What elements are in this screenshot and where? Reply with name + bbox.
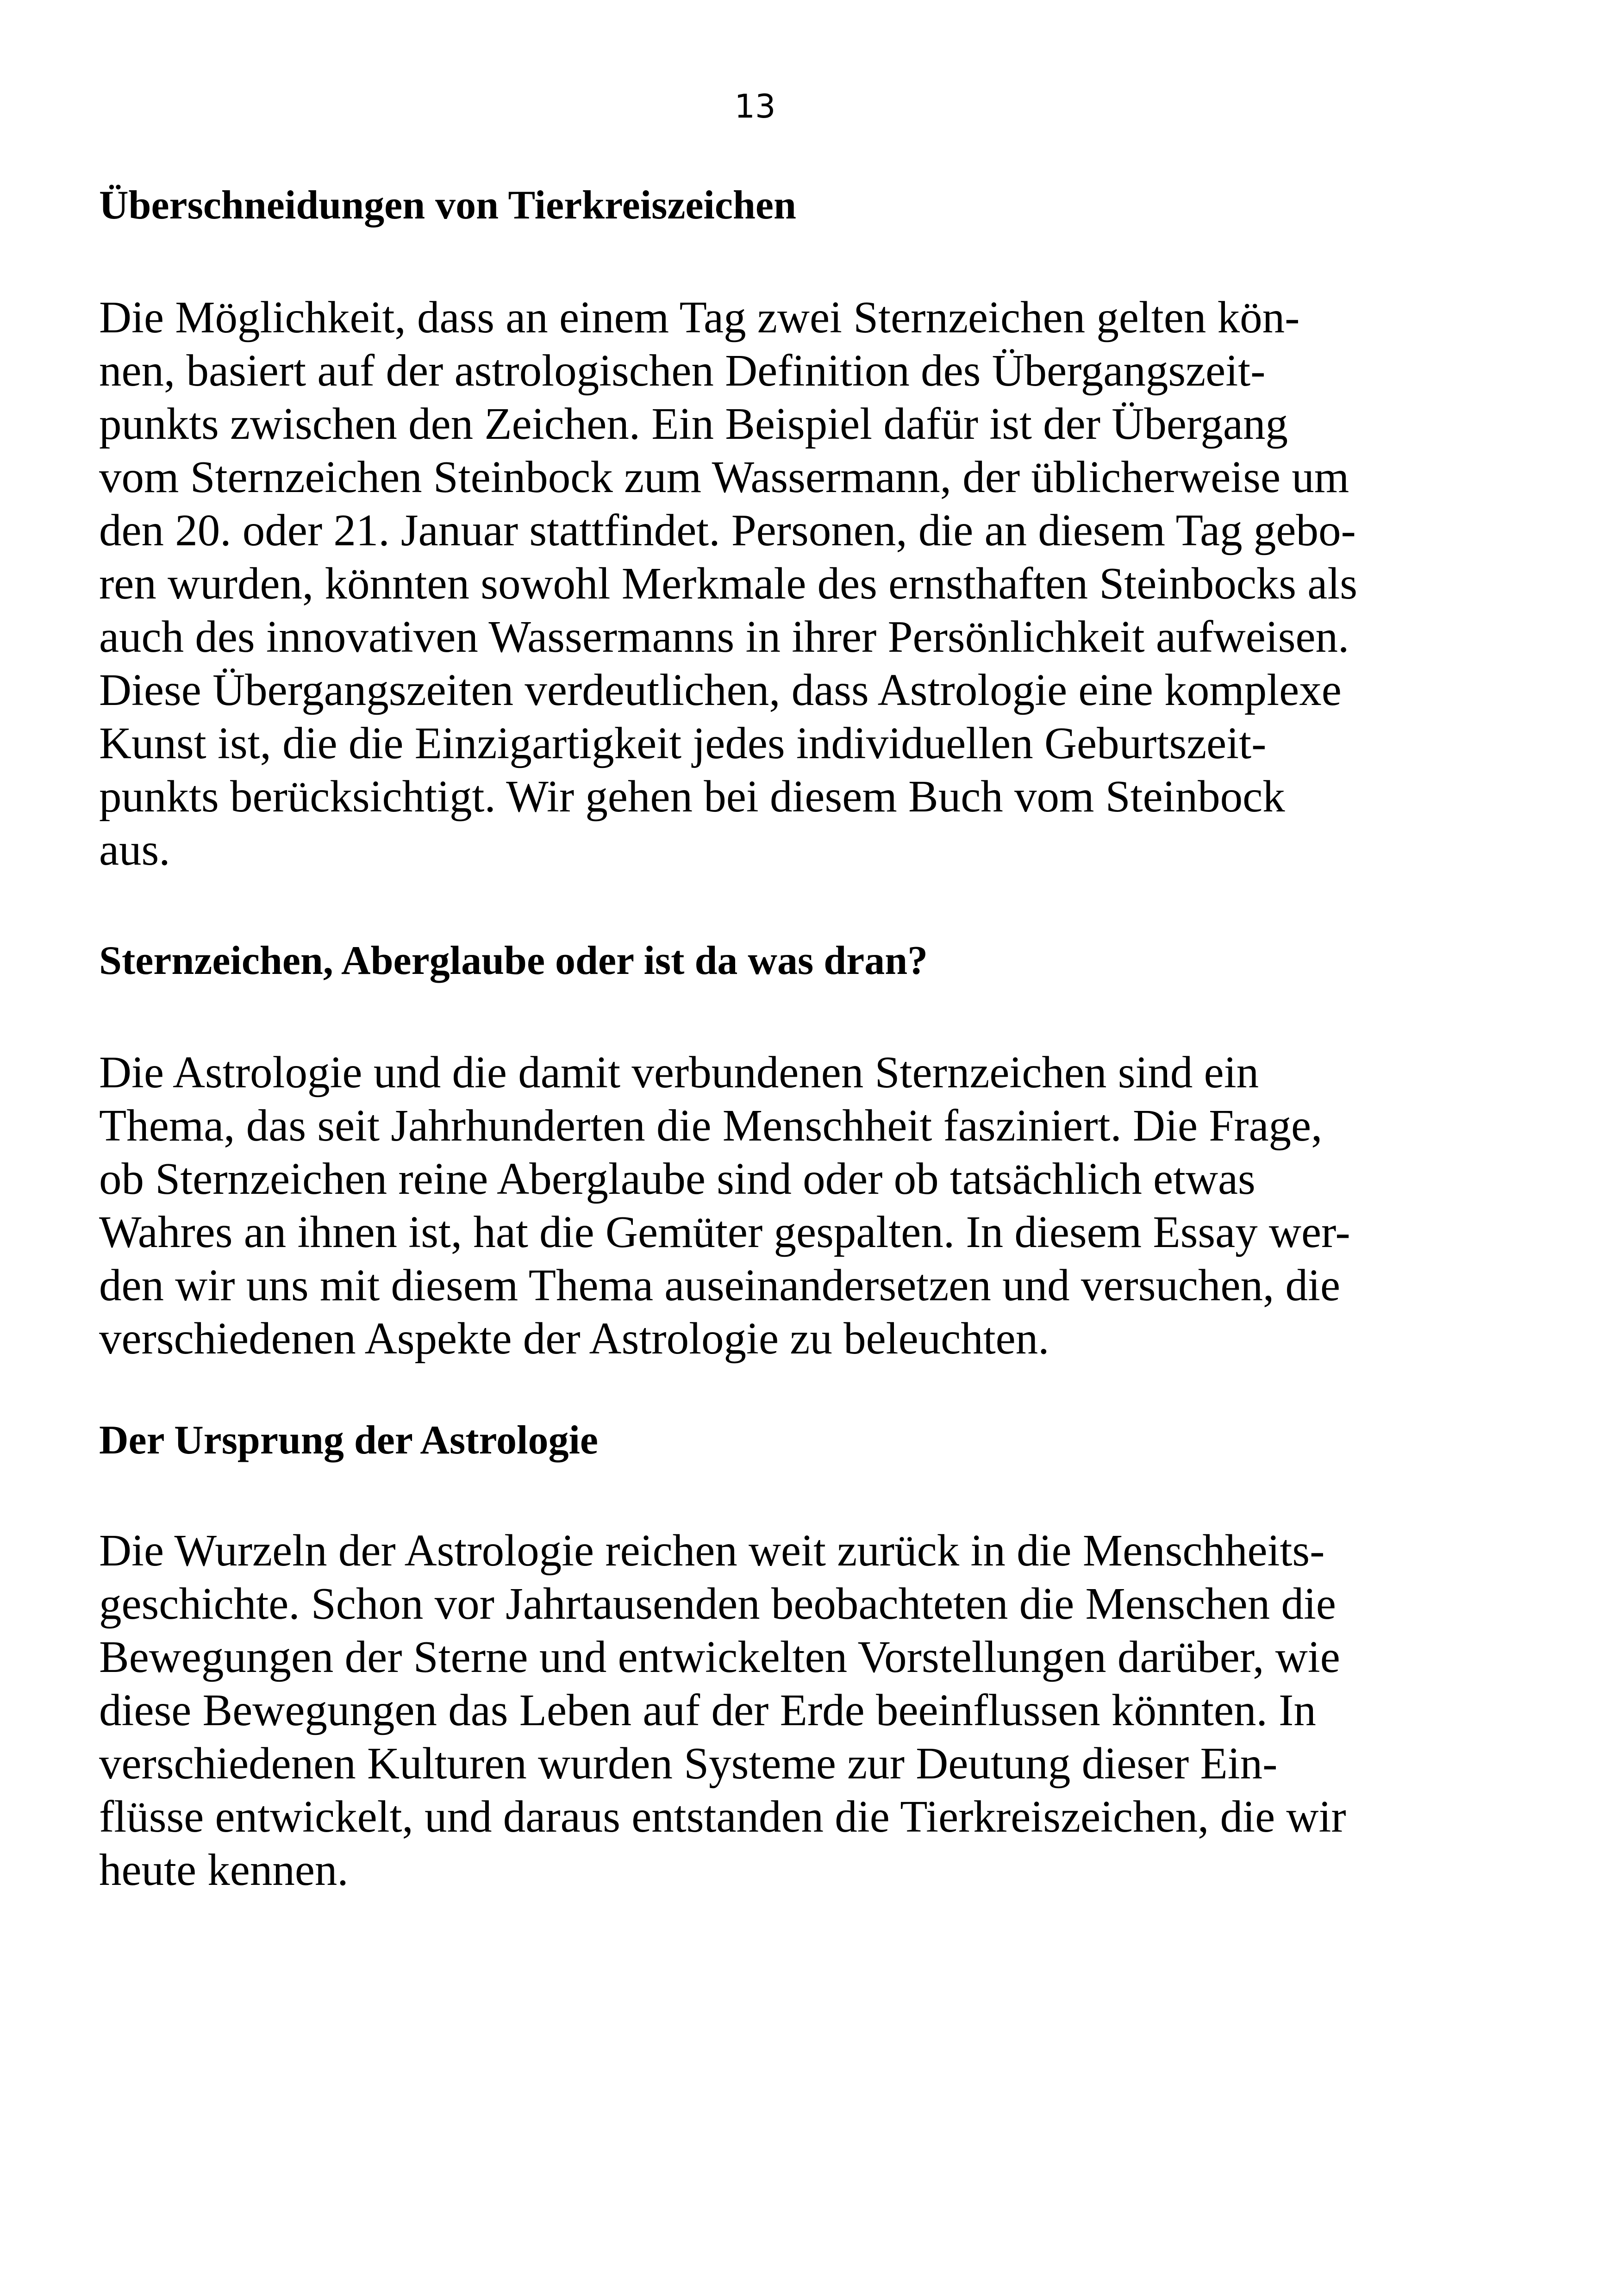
- text-line: Bewegungen der Sterne und entwickelten Vorstellungen darüber, wie: [99, 1632, 1340, 1682]
- text-line: Thema, das seit Jahrhunderten die Menschheit fasziniert. Die Frage,: [99, 1101, 1323, 1150]
- text-line: diese Bewegungen das Leben auf der Erde beeinflussen könnten. In: [99, 1685, 1316, 1735]
- text-line: verschiedenen Aspekte der Astrologie zu beleuchten.: [99, 1314, 1049, 1363]
- section-heading: Sternzeichen, Aberglaube oder ist da was dran?: [99, 938, 928, 983]
- text-line: heute kennen.: [99, 1845, 349, 1895]
- text-line: verschiedenen Kulturen wurden Systeme zur Deutung dieser Ein-: [99, 1739, 1278, 1788]
- section-paragraph: [99, 1524, 1442, 1896]
- text-line: auch des innovativen Wassermanns in ihrer Persönlichkeit aufweisen.: [99, 612, 1349, 661]
- text-line: geschichte. Schon vor Jahrtausenden beobachteten die Menschen die: [99, 1579, 1336, 1628]
- text-line: flüsse entwickelt, und daraus entstanden die Tierkreiszeichen, die wir: [99, 1792, 1346, 1841]
- section-heading: Der Ursprung der Astrologie: [99, 1418, 598, 1463]
- text-line: punkts zwischen den Zeichen. Ein Beispiel dafür ist der Übergang: [99, 399, 1288, 449]
- text-line: den 20. oder 21. Januar stattfindet. Personen, die an diesem Tag gebo-: [99, 505, 1356, 555]
- text-line: Die Wurzeln der Astrologie reichen weit zurück in die Menschheits-: [99, 1526, 1325, 1575]
- text-line: ren wurden, könnten sowohl Merkmale des ernsthaften Steinbocks als: [99, 559, 1358, 608]
- text-line: Wahres an ihnen ist, hat die Gemüter gespalten. In diesem Essay wer-: [99, 1207, 1350, 1257]
- text-line: Diese Übergangszeiten verdeutlichen, dass Astrologie eine komplexe: [99, 665, 1342, 715]
- section-paragraph: [99, 1046, 1442, 1365]
- text-line: Kunst ist, die die Einzigartigkeit jedes individuellen Geburtszeit-: [99, 718, 1267, 768]
- page-number: 13: [734, 87, 776, 125]
- text-line: den wir uns mit diesem Thema auseinandersetzen und versuchen, die: [99, 1260, 1341, 1310]
- section-paragraph: [99, 291, 1442, 876]
- section-heading: Überschneidungen von Tierkreiszeichen: [99, 183, 796, 228]
- text-line: Die Astrologie und die damit verbundenen Sternzeichen sind ein: [99, 1048, 1259, 1097]
- text-line: vom Sternzeichen Steinbock zum Wassermann, der üblicherweise um: [99, 452, 1349, 502]
- text-line: aus.: [99, 825, 170, 874]
- text-line: Die Möglichkeit, dass an einem Tag zwei Sternzeichen gelten kön-: [99, 293, 1300, 342]
- text-line: nen, basiert auf der astrologischen Definition des Übergangszeit-: [99, 346, 1266, 395]
- text-line: punkts berücksichtigt. Wir gehen bei diesem Buch vom Steinbock: [99, 772, 1285, 821]
- text-line: ob Sternzeichen reine Aberglaube sind oder ob tatsächlich etwas: [99, 1154, 1255, 1204]
